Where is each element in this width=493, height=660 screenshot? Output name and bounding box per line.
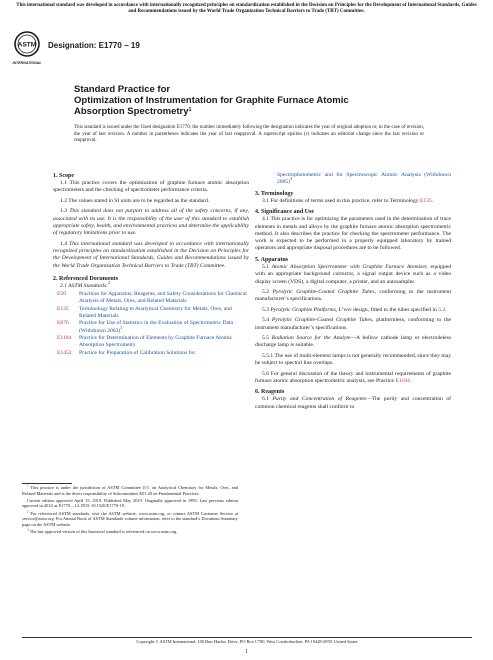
footnote-1-edition: Current edition approved April 15, 2019. Published May 2019. Originally approved in 1995. Last previous edition approved in 2014 as E1770 – 14. DOI: 10.1520/E1770-19. [22, 497, 238, 509]
section-heading-referenced-documents: 2. Referenced Documents [53, 275, 119, 282]
astm-standards-label: 2.1 ASTM Standards:$^2$ [60, 280, 110, 289]
footnote-1: $^1$ This practice is under the jurisdiction of ASTM Committee E01 on Analytical Chemistry for Metals, Ores, and Related Materials and is the direct responsibility of Subcommittee E01.20 on Fundamental Practices. [22, 483, 238, 496]
reagents-6-1: 6.1 Purity and Concentration of Reagents—The purity and concentration of common chemical reagents shall conform to [255, 396, 452, 410]
apparatus-5-4: 5.4 Pyrolytic Graphite-Coated Graphite Tubes, platformless, conforming to the instrument manufacturer’s specifications. [255, 317, 451, 331]
footnote-3: $^3$ The last approved version of this historical standard is referenced on www.astm.org. [27, 527, 178, 534]
title-line1: Standard Practice for [74, 84, 171, 95]
document-title [74, 95, 394, 117]
section-heading-reagents: 6. Reagents [255, 389, 285, 396]
link-e01[interactable]: E01 [142, 485, 150, 490]
reference-title[interactable]: Practice for Determination of Elements by Graphite Furnace Atomic Absorption Spectrometry [79, 334, 233, 349]
page-number: 1 [245, 649, 248, 655]
issued-note: This standard is issued under the fixed designation E1770; the number immediately following the designation indicates the year of original adoption or, in the case of revision, the year of last revision. A number in parentheses indicates the year of last reapproval. A superscript epsilon (ε) indicates an editorial change since the last revision or reapproval. [74, 125, 424, 144]
reference-item[interactable] [53, 320, 249, 335]
designation: Designation: E1770 − 19 [48, 41, 140, 50]
reference-code[interactable]: E50 [57, 291, 67, 298]
reference-item[interactable] [53, 291, 249, 306]
right-column [255, 172, 451, 414]
title-footnote-mark[interactable]: 1 [188, 107, 192, 113]
logo-sub: INTERNATIONAL [12, 61, 42, 65]
copyright: Copyright © ASTM International, 100 Barr Harbor Drive, PO Box C700, West Conshohocken, PA 19428-2959. United States [136, 639, 358, 644]
link-5-2[interactable]: 5.2 [438, 306, 446, 313]
apparatus-5-3: 5.3 Pyrolytic Graphite Platforms, L’vov design, fitted to the tubes specified in 5.2. [262, 306, 447, 313]
reference-item[interactable] [53, 350, 249, 357]
footnote-ref-3[interactable]: 3 [120, 325, 123, 330]
section-heading-apparatus: 5. Apparatus [255, 256, 289, 263]
link-e1184[interactable]: E1184 [395, 377, 410, 384]
significance-4-1: 4.1 This practice is for optimizing the parameters used in the determination of trace elements in metals and alloys by the graphite furnace atomic absorption spectrometric method. It also describes the practice for checking the spectrometer performance. The work is expected to be performed in a properly equipped laboratory by trained operators and appropriate disposal procedures are to be followed. [255, 216, 451, 252]
logo-letters: ASTM [17, 41, 37, 49]
reference-title[interactable]: Practice for Use of Statistics in the Evaluation of Spectrometric Data (Withdrawn 2003)$^3$ [79, 320, 234, 334]
scope-1-3: 1.3 This standard does not purport to address all of the safety concerns, if any, associated with its use. It is the responsibility of the user of this standard to establish appropriate safety, health, and environmental practices and determine the applicability of regulatory limitations prior to use. [53, 208, 249, 237]
reference-title[interactable]: Terminology Relating to Analytical Chemistry for Metals, Ores, and Related Materials [79, 305, 232, 320]
terminology-3-1: 3.1 For definitions of terms used in this practice, refer to Terminology E135. [262, 197, 434, 204]
reference-code[interactable]: E135 [57, 305, 69, 312]
scope-1-2: 1.2 The values stated in SI units are to be regarded as the standard. [60, 197, 210, 204]
reference-code[interactable]: E876 [57, 320, 69, 327]
reference-title[interactable]: Practice for Preparation of Calibration Solutions for [79, 349, 196, 356]
apparatus-5-2: 5.2 Pyrolytic Graphite-Coated Graphite Tubes, conforming to the instrument manufacturer’s specifications. [255, 289, 451, 303]
apparatus-5-6: 5.6 For general discussion of the theory and instrumental requirements of graphite furnace atomic absorption spectrometric analysis, see Practice E1184. [255, 370, 451, 384]
astm-logo [14, 31, 40, 71]
title-text: Optimization of Instrumentation for Graphite Furnace Atomic Absorption Spectrometry [74, 95, 349, 117]
apparatus-5-5-1: 5.5.1 The use of multi-element lamps is not generally recommended, since they may be subject to spectral line overlaps. [255, 352, 451, 367]
section-heading-significance: 4. Significance and Use [255, 209, 315, 216]
section-heading-scope: 1. Scope [53, 173, 74, 179]
reference-code[interactable]: E1452 [57, 349, 72, 356]
wto-notice: This international standard was developed in accordance with internationally recognized principles on standardization established in the Decision on Principles for the Development of International Standards, Guides and Recommendations issued by the World Trade Organization Technical Barriers to Trade (TBT) Committee. [16, 3, 477, 14]
reference-item[interactable] [53, 306, 249, 321]
link-e135[interactable]: E135 [419, 197, 432, 204]
page-rule [22, 637, 472, 638]
scope-1-4: 1.4 This international standard was developed in accordance with internationally recognized principles on standardization established in the Decision on Principles for the Development of International Standards, Guides and Recommendations issued by the World Trade Organization Technical Barriers to Trade (TBT) Committee. [53, 240, 249, 269]
scope-1-1: 1.1 This practice covers the optimization of graphite furnace atomic absorption spectrometers and the checking of spectrometer performance criteria. [53, 180, 249, 194]
reference-continuation[interactable]: Spectrophotometric and for Spectroscopic Atomic Analysis (Withdrawn 2005)$^3$ [277, 172, 451, 186]
reference-title[interactable]: Practices for Apparatus, Reagents, and Safety Considerations for Chemical Analysis of Metals, Ores, and Related Materials [79, 291, 247, 305]
reference-item[interactable] [53, 335, 249, 350]
footnote-ref-3[interactable]: 3 [290, 177, 293, 182]
apparatus-5-1: 5.1 Atomic Absorption Spectrometer with Graphite Furnace Atomizer, equipped with an appropriate background corrector, a signal output device such as a video display screen (VDS), a digital computer, a printer, and an autosampler. [255, 263, 452, 285]
title-block [74, 84, 464, 117]
reference-code[interactable]: E1184 [57, 334, 72, 341]
apparatus-5-5: 5.5 Radiation Source for the Analyte—A hollow cathode lamp or electrodeless discharge lamp is suitable. [255, 335, 452, 349]
footnote-rule [22, 483, 72, 484]
footnotes [22, 485, 238, 536]
footnote-2: $^2$ For referenced ASTM standards, visit the ASTM website, www.astm.org, or contact ASTM Customer Service at service@astm.org. For Annual Book of ASTM Standards volume information, refer to the standard’s Document Summary page on the ASTM website. [22, 509, 238, 527]
left-column [53, 172, 249, 357]
section-heading-terminology: 3. Terminology [255, 190, 294, 197]
footnote-ref-2[interactable]: 2 [108, 280, 110, 285]
